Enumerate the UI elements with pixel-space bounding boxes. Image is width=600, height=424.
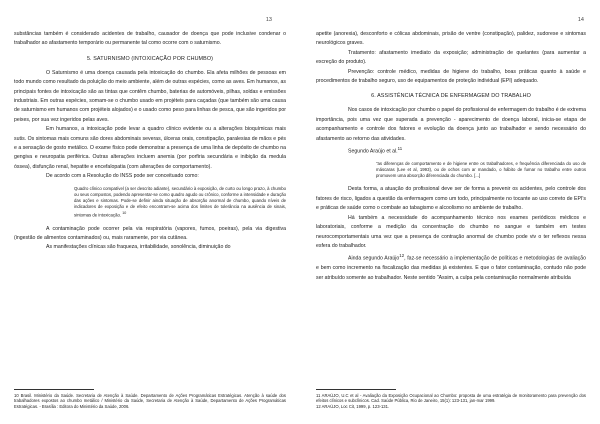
footnotes [316, 389, 586, 410]
footnote: 10 Brasil. Ministério da Saúde. Secretaria de Atenção à Saúde. Departamento de Ações Programáticas Estratégicas. Atenção à saúde dos trabalhadores expostos ao chumbo metálico / Ministério da Saúde, Secretaria de Atenção à Saúde, Departamento de Ações Programáticas Estratégicas. - Brasília : Editora do Ministério da Saúde, 2006. [14, 392, 286, 410]
paragraph [316, 144, 586, 157]
paragraph: Em humanos, a intoxicação pode levar a quadro clínico evidente ou a alterações bioquímicas mais sutis. Os sintomas mais comuns são dores abdominais severas, úlceras orais, constipação, paralesias de mãos e pés e a sensação de gosto metálico. O exame físico pode demonstrar a presença de uma linha de depósito de chumbo na gengiva e neuropatia periférica. Outras alterações incluem anemia (por porfiria secundária e inibição da medula óssea), disfunção renal, hepatite e encefalopatia (com alterações de comportamento). [14, 126, 286, 170]
paragraph: De acordo com a Resolução do INSS pode ser conceituado como: [46, 173, 199, 180]
footnote-ref: 10 [122, 211, 127, 216]
footnote-divider [14, 389, 94, 390]
paragraph: Tratamento: afastamento imediato da exposição; administração de quelantes (para aumentar a excreção do produto). [316, 49, 586, 66]
paragraph-text: Segundo Araújo et al. [348, 148, 398, 155]
paragraph: A contaminação pode ocorrer pela via respiratória (vapores, fumos, poeiras), pela via digestiva (ingestão de alimentos contaminados) ou, mais raramente, por via cutânea. [14, 225, 286, 241]
paragraph: Prevenção: controle médico, medidas de higiene do trabalho, boas práticas quanto à saúde e procedimentos de trabalho seguro, uso de equipamentos de proteção individual (EPI) adequado. [316, 68, 586, 85]
paragraph: substâncias também é considerado acidentes de trabalho, causador de doença que pode inclusive condenar o trabalhador ao afastamento temporário ou permanente tal como ocorre com o saturnismo. [14, 31, 286, 47]
section-heading: 6. ASSISTÊNCIA TÉCNICA DE ENFERMAGEM DO TRABALHO [371, 93, 531, 100]
page-body [14, 30, 286, 253]
right-page [300, 0, 600, 424]
footnote-ref: 11 [397, 146, 403, 152]
paragraph: apetite (anorexia), desconforto e cólicas abdominais, prisão de ventre (constipação), palidez, sudorese e sintomas neurológicos graves. [316, 31, 586, 47]
page-number: 13 [265, 17, 272, 23]
footnote-ref: 12 [399, 253, 405, 259]
footnote: 11 ARAÚJO, U.C et al - Avaliação da Exposição Ocupacional ao Chumbo: proposta de uma estratégia de monitoramento para prevenção dos efeitos clínicos e subclínicos. Cad. Saúde Pública, Rio de Janeiro, 15(1): 123-131, jan-mar 1999. [316, 392, 586, 404]
footnotes [14, 389, 286, 410]
block-quote [74, 186, 286, 219]
paragraph: Nos casos de intoxicação por chumbo o papel do profissional de enfermagem do trabalho é de extrema importância, pois uma vez que superada a prevenção - aparecimento de doença laboral, inicia-se etapa de acompanhamento e controle dos fatores e evolução da doença junto ao trabalhador e sendo necessário do afastamento ao retorno das atividades. [316, 107, 586, 142]
section-heading: 5. SATURNISMO (INTOXICAÇÃO POR CHUMBO) [86, 55, 214, 62]
footnote-divider [316, 389, 396, 390]
paragraph: Há também a necessidade do acompanhamento técnico nos exames periódicos médicos e laboratoriais, conforme a medição da concentração do chumbo no sangue e também em testes neurocomportamentais uma vez que a presença de contração anormal de chumbo pode viv o ter reflexos nessa esfera do trabalhador. [316, 214, 586, 249]
block-quote: "as diferenças de comportamento e de higiene entre os trabalhadores, e frequência diferenciada do uso de máscaras (Lee et al, 1993), ou de ochos com ar mandado, o hábito de fumar no trabalho entre outros promovem uma absorção diferenciada do chumbo. [...] [376, 161, 586, 179]
page-body [316, 30, 586, 283]
quote-text: Quadro clínico compatível (a ser descrito adiante), secundário à exposição, de curto ou longo prazo, à chumbo ou seus compostos, podendo apresentar-se como quadro agudo ou crônico, conforme a intensidade e duração das ações e sintomas. Pode-se definir ainda situação de absorção anormal de chumbo, quando níveis de indicadores de exposição e de efeito encontram-se acima dos limites de tolerância na ausência de sinais, sintomas de intoxicação. [74, 185, 286, 218]
paragraph: As manifestações clínicas são fraqueza, irritabilidade, sonolência, diminuição do [46, 244, 231, 251]
paragraph: Desta forma, a atuação do profissional deve ser de forma a prevenir os acidentes, pelo controle dos fatores de risco, ligados a questão da enfermagem como um todo, principalmente no tocante ao uso correto de EPI's e práticas de saúde como o combate ao tabagismo e alcoolismo no ambiente de trabalho. [316, 186, 586, 212]
paragraph: O Saturnismo é uma doença causada pela intoxicação do chumbo. Ela afeta milhões de pessoas em todo mundo como resultado da poluição do meio ambiente, além de outras espécies, como as aves. Em humanos, as principais fontes de intoxicação são as tintas que contêm chumbo, baterias de automóveis, pilhas, soldas e emissões industriais. Em outras espécies, somam-se o chumbo usado em projéteis para caçadas (que também são uma causa de saturnismo em humanos com projéteis alojados) e o usado como peso para linhas de pesca, que são ingeridos por peixes, por sua vez ingeridos pelas aves. [14, 69, 286, 123]
page-number: 14 [577, 17, 584, 23]
footnote: 12 ARAÚJO, Loc Cit, 1999, p. 123-131. [316, 404, 390, 410]
paragraph-text: , faz-se necessário a implementação de políticas e metodologias de avaliação e bem como incremento na fiscalização das medidas já existentes. E que o fator contaminação, contudo não pode ser atribuído somente ao trabalhador. Neste sentido "Assim, a culpa pela contaminação normalmente atribuída [316, 256, 587, 281]
paragraph [316, 251, 586, 283]
paragraph-text: Ainda segundo Araújo [348, 256, 400, 263]
